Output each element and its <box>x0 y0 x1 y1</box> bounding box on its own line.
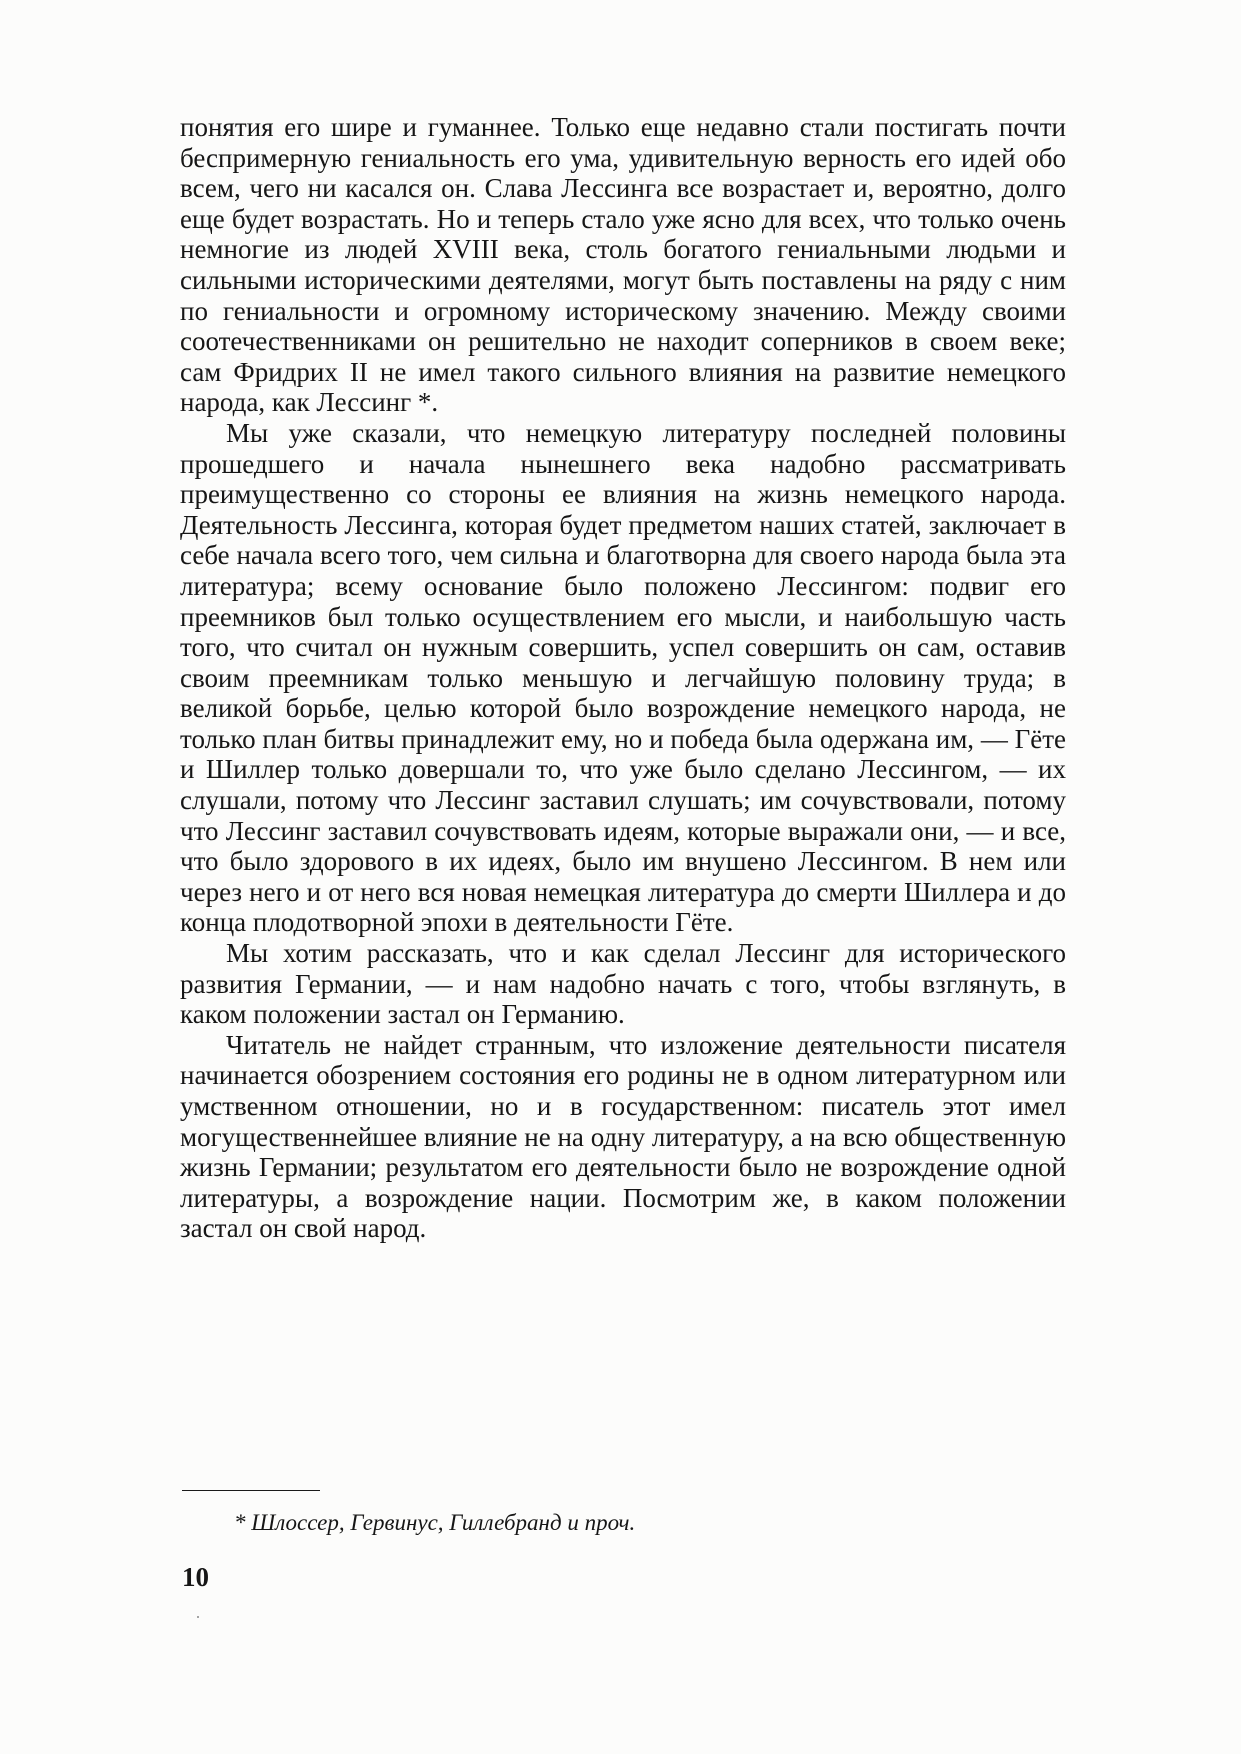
footnote: * Шлоссер, Гервинус, Гиллебранд и проч. <box>234 1510 636 1535</box>
paragraph: Читатель не найдет странным, что изложение деятельности писателя начинается обозрением состояния его родины не в одном литературном или умственном отношении, но и в государственном: писатель этот имел могущественнейшее влияние не на одну литературу, а на всю общественную жизнь Германии; результатом его деятельности было не возрождение одной литературы, а возрождение нации. Посмотрим же, в каком положении застал он свой народ. <box>180 1029 1066 1244</box>
footnote-divider <box>182 1490 320 1491</box>
page-number: 10 <box>182 1562 209 1592</box>
paragraph-continued: понятия его шире и гуманнее. Только еще недавно стали постигать почти беспримерную гениальность его ума, удивительную верность его идей обо всем, чего ни касался он. Слава Лессинга все возрастает и, вероятно, долго еще будет возрастать. Но и теперь стало уже ясно для всех, что только очень немногие из людей XVIII века, столь богатого гениальными людьми и сильными историческими деятелями, могут быть поставлены на ряду с ним по гениальности и огромному историческому значению. Между своими соотечественниками он решительно не находит соперников в своем веке; сам Фридрих II не имел такого сильного влияния на развитие немецкого народа, как Лессинг *. <box>180 112 1066 418</box>
paragraph: Мы уже сказали, что немецкую литературу последней половины прошедшего и начала нынешнего века надобно рассматривать преимущественно со стороны ее влияния на жизнь немецкого народа. Деятельность Лессинга, которая будет предметом наших статей, заключает в себе начала всего того, чем сильна и благотворна для своего народа была эта литература; всему основание было положено Лессингом: подвиг его преемников был только осуществлением его мысли, и наибольшую часть того, что считал он нужным совершить, успел совершить он сам, оставив своим преемникам только меньшую и легчайшую половину труда; в великой борьбе, целью которой было возрождение немецкого народа, не только план битвы принадлежит ему, но и победа была одержана им, — Гёте и Шиллер только довершали то, что уже было сделано Лессингом, — их слушали, потому что Лессинг заставил слушать; им сочувствовали, потому что Лессинг заставил сочувствовать идеям, которые выражали они, — и все, что было здорового в их идеях, было им внушено Лессингом. В нем или через него и от него вся новая немецкая литература до смерти Шиллера и до конца плодотворной эпохи в деятельности Гёте. <box>180 417 1066 938</box>
print-speck <box>197 1616 199 1618</box>
paragraph: Мы хотим рассказать, что и как сделал Лессинг для исторического развития Германии, — и нам надобно начать с того, чтобы взглянуть, в каком положении застал он Германию. <box>180 938 1066 1030</box>
body-text <box>180 112 1066 1244</box>
